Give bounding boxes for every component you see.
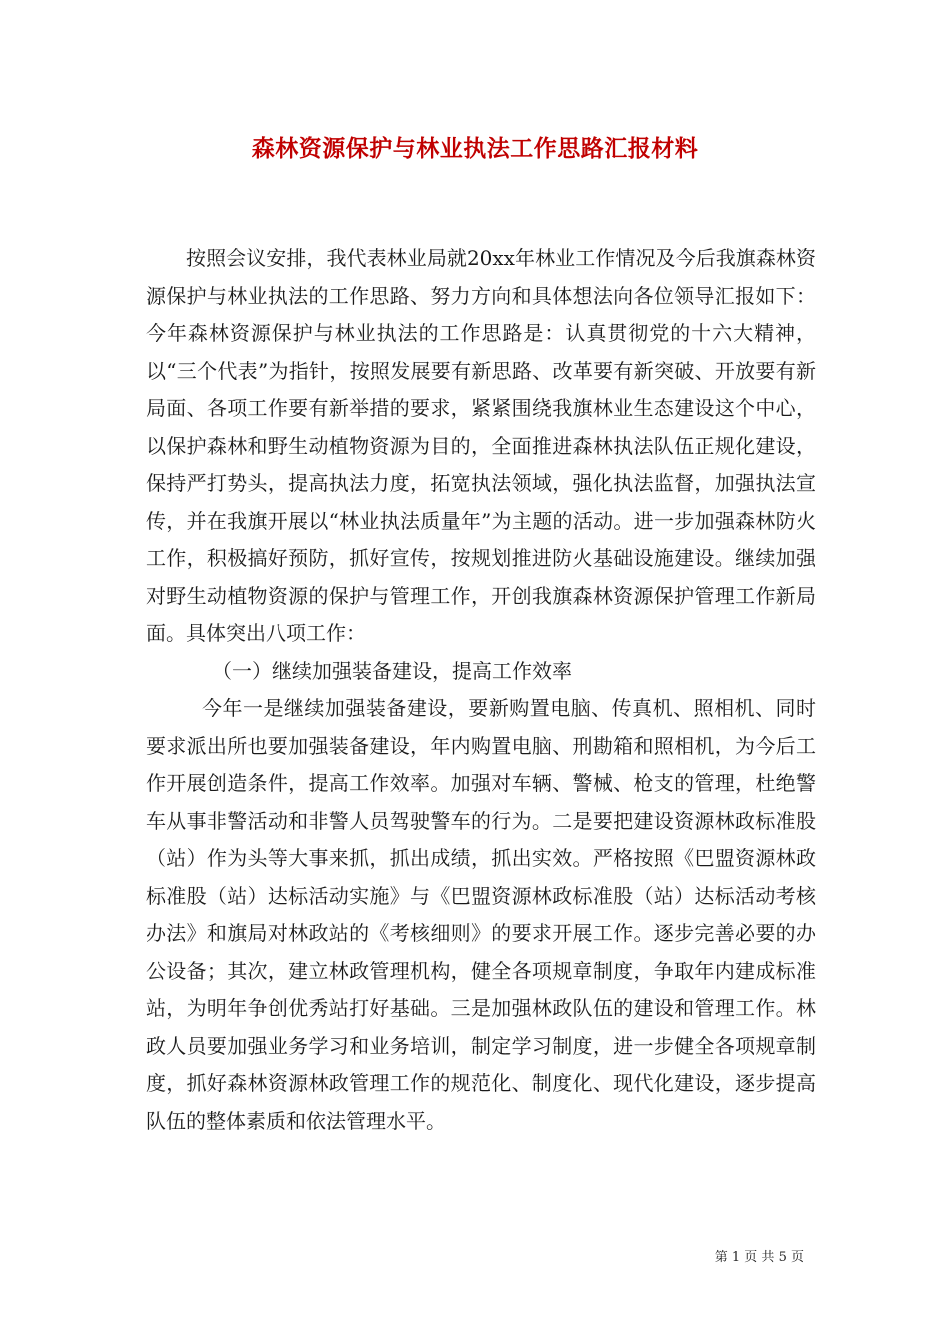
paragraph-section-1: 今年一是继续加强装备建设，要新购置电脑、传真机、照相机、同时要求派出所也要加强装备建设，年内购置电脑、刑勘箱和照相机，为今后工作开展创造条件，提高工作效率。加强对车辆、警械、枪支的管理，杜绝警车从事非警活动和非警人员驾驶警车的行为。二是要把建设资源林政标准股（站）作为头等大事来抓，抓出成绩，抓出实效。严格按照《巴盟资源林政标准股（站）达标活动实施》与《巴盟资源林政标准股（站）达标活动考核办法》和旗局对林政站的《考核细则》的要求开展工作。逐步完善必要的办公设备；其次，建立林政管理机构，健全各项规章制度，争取年内建成标准站，为明年争创优秀站打好基础。三是加强林政队伍的建设和管理工作。林政人员要加强业务学习和业务培训，制定学习制度，进一步健全各项规章制度，抓好森林资源林政管理工作的规范化、制度化、现代化建设，逐步提高队伍的整体素质和依法管理水平。 <box>146 696 816 1133</box>
page-number-total: 5 <box>778 1250 787 1265</box>
page-number-suffix: 页 <box>790 1250 804 1265</box>
document-body <box>146 240 816 1140</box>
section-heading-1: （一）继续加强装备建设，提高工作效率 <box>212 658 572 683</box>
document-title: 森林资源保护与林业执法工作思路汇报材料 <box>251 135 699 162</box>
page-number-prefix: 第 <box>714 1250 728 1265</box>
paragraph-intro: 按照会议安排，我代表林业局就20xx年林业工作情况及今后我旗森林资源保护与林业执法的工作思路、努力方向和具体想法向各位领导汇报如下：今年森林资源保护与林业执法的工作思路是：认真贯彻党的十六大精神，以“三个代表”为指针，按照发展要有新思路、改革要有新突破、开放要有新局面、各项工作要有新举措的要求，紧紧围绕我旗林业生态建设这个中心，以保护森林和野生动植物资源为目的，全面推进森林执法队伍正规化建设，保持严打势头，提高执法力度，拓宽执法领域，强化执法监督，加强执法宣传，并在我旗开展以“林业执法质量年”为主题的活动。进一步加强森林防火工作，积极搞好预防，抓好宣传，按规划推进防火基础设施建设。继续加强对野生动植物资源的保护与管理工作，开创我旗森林资源保护管理工作新局面。具体突出八项工作： <box>146 246 816 645</box>
page-number-current: 1 <box>731 1250 741 1265</box>
page-number-middle: 页 共 <box>744 1250 775 1265</box>
page-number <box>715 1250 804 1266</box>
